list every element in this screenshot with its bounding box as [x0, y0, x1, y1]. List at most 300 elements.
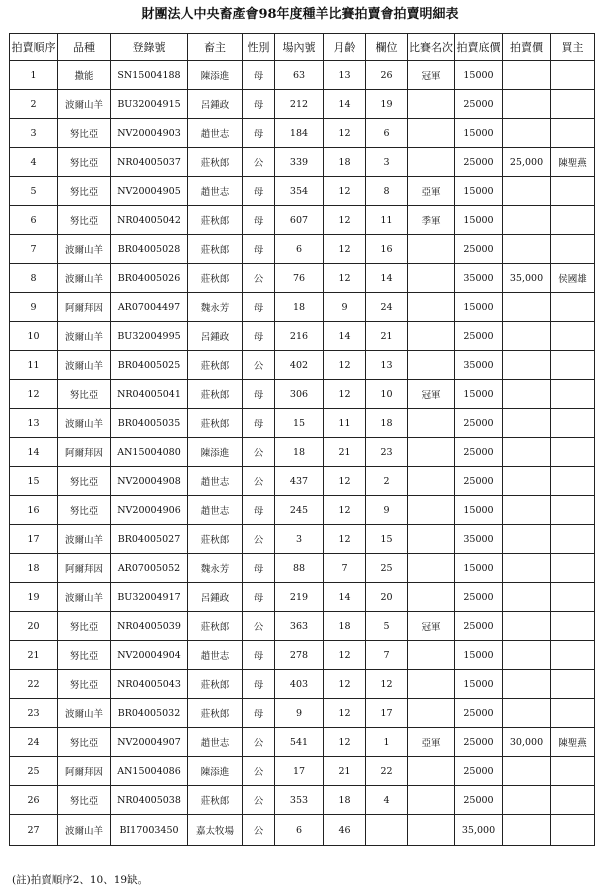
auction-price-cell — [503, 670, 551, 699]
pen-cell: 25 — [366, 554, 408, 583]
registration-cell: NR04005042 — [111, 206, 188, 235]
rank-cell — [408, 496, 455, 525]
age-cell: 21 — [324, 757, 366, 786]
col-header-pen: 欄位 — [366, 34, 408, 61]
auction-price-cell — [503, 467, 551, 496]
col-header-buyer: 買主 — [551, 34, 595, 61]
rank-cell: 冠軍 — [408, 380, 455, 409]
owner-cell: 呂鍾政 — [188, 322, 243, 351]
registration-cell: AN15004080 — [111, 438, 188, 467]
age-cell: 12 — [324, 264, 366, 293]
age-cell: 12 — [324, 380, 366, 409]
col-header-registration: 登錄號 — [111, 34, 188, 61]
reserve-price-cell: 15000 — [455, 119, 503, 148]
farm-number-cell: 354 — [275, 177, 324, 206]
buyer-cell — [551, 61, 595, 90]
rank-cell — [408, 119, 455, 148]
buyer-cell: 侯國雄 — [551, 264, 595, 293]
sex-cell: 母 — [243, 119, 275, 148]
rank-cell — [408, 641, 455, 670]
buyer-cell — [551, 757, 595, 786]
farm-number-cell: 17 — [275, 757, 324, 786]
col-header-breed: 品種 — [58, 34, 111, 61]
buyer-cell — [551, 206, 595, 235]
reserve-price-cell: 35000 — [455, 351, 503, 380]
breed-cell: 努比亞 — [58, 641, 111, 670]
registration-cell: NR04005038 — [111, 786, 188, 815]
age-cell: 12 — [324, 119, 366, 148]
owner-cell: 趙世志 — [188, 119, 243, 148]
order-cell: 15 — [10, 467, 58, 496]
order-cell: 24 — [10, 728, 58, 757]
breed-cell: 努比亞 — [58, 380, 111, 409]
registration-cell: BR04005035 — [111, 409, 188, 438]
buyer-cell — [551, 351, 595, 380]
rank-cell: 冠軍 — [408, 61, 455, 90]
sex-cell: 公 — [243, 728, 275, 757]
table-row — [10, 438, 595, 467]
owner-cell: 莊秋郎 — [188, 206, 243, 235]
registration-cell: NV20004904 — [111, 641, 188, 670]
reserve-price-cell: 15000 — [455, 670, 503, 699]
farm-number-cell: 212 — [275, 90, 324, 119]
age-cell: 18 — [324, 786, 366, 815]
order-cell: 25 — [10, 757, 58, 786]
buyer-cell — [551, 235, 595, 264]
order-cell: 13 — [10, 409, 58, 438]
order-cell: 3 — [10, 119, 58, 148]
reserve-price-cell: 15000 — [455, 554, 503, 583]
farm-number-cell: 18 — [275, 438, 324, 467]
rank-cell — [408, 786, 455, 815]
pen-cell: 9 — [366, 496, 408, 525]
pen-cell: 22 — [366, 757, 408, 786]
auction-table — [9, 33, 595, 846]
buyer-cell — [551, 380, 595, 409]
order-cell: 27 — [10, 815, 58, 846]
farm-number-cell: 9 — [275, 699, 324, 728]
col-header-rank: 比賽名次 — [408, 34, 455, 61]
sex-cell: 公 — [243, 467, 275, 496]
farm-number-cell: 339 — [275, 148, 324, 177]
owner-cell: 趙世志 — [188, 641, 243, 670]
rank-cell — [408, 815, 455, 846]
rank-cell — [408, 90, 455, 119]
table-row — [10, 525, 595, 554]
farm-number-cell: 219 — [275, 583, 324, 612]
sex-cell: 公 — [243, 815, 275, 846]
breed-cell: 阿爾拜因 — [58, 757, 111, 786]
auction-price-cell — [503, 90, 551, 119]
age-cell: 9 — [324, 293, 366, 322]
breed-cell: 努比亞 — [58, 206, 111, 235]
rank-cell — [408, 525, 455, 554]
sex-cell: 母 — [243, 293, 275, 322]
buyer-cell — [551, 322, 595, 351]
age-cell: 46 — [324, 815, 366, 846]
owner-cell: 陳添進 — [188, 61, 243, 90]
breed-cell: 波爾山羊 — [58, 699, 111, 728]
sex-cell: 母 — [243, 380, 275, 409]
owner-cell: 莊秋郎 — [188, 525, 243, 554]
pen-cell: 4 — [366, 786, 408, 815]
sex-cell: 母 — [243, 90, 275, 119]
age-cell: 12 — [324, 641, 366, 670]
table-row — [10, 148, 595, 177]
table-row — [10, 206, 595, 235]
breed-cell: 努比亞 — [58, 496, 111, 525]
sex-cell: 母 — [243, 235, 275, 264]
registration-cell: AN15004086 — [111, 757, 188, 786]
order-cell: 16 — [10, 496, 58, 525]
pen-cell: 11 — [366, 206, 408, 235]
col-header-reserve-price: 拍賣底價 — [455, 34, 503, 61]
rank-cell — [408, 293, 455, 322]
farm-number-cell: 18 — [275, 293, 324, 322]
table-row — [10, 699, 595, 728]
sex-cell: 母 — [243, 496, 275, 525]
order-cell: 17 — [10, 525, 58, 554]
age-cell: 18 — [324, 148, 366, 177]
age-cell: 12 — [324, 177, 366, 206]
pen-cell: 2 — [366, 467, 408, 496]
pen-cell: 8 — [366, 177, 408, 206]
registration-cell: BR04005025 — [111, 351, 188, 380]
auction-price-cell: 30,000 — [503, 728, 551, 757]
sex-cell: 公 — [243, 525, 275, 554]
rank-cell — [408, 235, 455, 264]
order-cell: 5 — [10, 177, 58, 206]
pen-cell: 26 — [366, 61, 408, 90]
pen-cell: 6 — [366, 119, 408, 148]
breed-cell: 波爾山羊 — [58, 90, 111, 119]
owner-cell: 魏永芳 — [188, 554, 243, 583]
col-header-farm-number: 場內號 — [275, 34, 324, 61]
table-row — [10, 119, 595, 148]
buyer-cell — [551, 670, 595, 699]
table-row — [10, 235, 595, 264]
pen-cell: 23 — [366, 438, 408, 467]
owner-cell: 趙世志 — [188, 728, 243, 757]
header-row — [10, 34, 595, 61]
reserve-price-cell: 35000 — [455, 525, 503, 554]
rank-cell: 季軍 — [408, 206, 455, 235]
buyer-cell — [551, 438, 595, 467]
age-cell: 12 — [324, 235, 366, 264]
col-header-auction-price: 拍賣價 — [503, 34, 551, 61]
breed-cell: 努比亞 — [58, 612, 111, 641]
reserve-price-cell: 15000 — [455, 380, 503, 409]
pen-cell: 13 — [366, 351, 408, 380]
registration-cell: BU32004917 — [111, 583, 188, 612]
sex-cell: 母 — [243, 583, 275, 612]
order-cell: 12 — [10, 380, 58, 409]
buyer-cell — [551, 525, 595, 554]
table-row — [10, 496, 595, 525]
registration-cell: BI17003450 — [111, 815, 188, 846]
table-row — [10, 177, 595, 206]
auction-price-cell — [503, 119, 551, 148]
rank-cell — [408, 699, 455, 728]
registration-cell: NR04005043 — [111, 670, 188, 699]
pen-cell: 10 — [366, 380, 408, 409]
auction-price-cell — [503, 815, 551, 846]
rank-cell — [408, 264, 455, 293]
farm-number-cell: 6 — [275, 815, 324, 846]
rank-cell — [408, 322, 455, 351]
farm-number-cell: 353 — [275, 786, 324, 815]
pen-cell: 12 — [366, 670, 408, 699]
owner-cell: 陳添進 — [188, 757, 243, 786]
auction-price-cell — [503, 235, 551, 264]
farm-number-cell: 6 — [275, 235, 324, 264]
reserve-price-cell: 25000 — [455, 728, 503, 757]
table-row — [10, 554, 595, 583]
buyer-cell — [551, 554, 595, 583]
reserve-price-cell: 15000 — [455, 206, 503, 235]
registration-cell: NV20004903 — [111, 119, 188, 148]
auction-price-cell — [503, 380, 551, 409]
reserve-price-cell: 15000 — [455, 61, 503, 90]
pen-cell: 3 — [366, 148, 408, 177]
auction-price-cell — [503, 61, 551, 90]
reserve-price-cell: 25000 — [455, 90, 503, 119]
table-row — [10, 815, 595, 846]
owner-cell: 莊秋郎 — [188, 148, 243, 177]
sex-cell: 母 — [243, 322, 275, 351]
order-cell: 4 — [10, 148, 58, 177]
owner-cell: 陳添進 — [188, 438, 243, 467]
buyer-cell — [551, 699, 595, 728]
table-row — [10, 409, 595, 438]
farm-number-cell: 184 — [275, 119, 324, 148]
sex-cell: 母 — [243, 699, 275, 728]
reserve-price-cell: 25000 — [455, 322, 503, 351]
sex-cell: 公 — [243, 148, 275, 177]
sex-cell: 母 — [243, 670, 275, 699]
table-row — [10, 583, 595, 612]
farm-number-cell: 3 — [275, 525, 324, 554]
owner-cell: 莊秋郎 — [188, 670, 243, 699]
registration-cell: BR04005032 — [111, 699, 188, 728]
sex-cell: 母 — [243, 409, 275, 438]
order-cell: 1 — [10, 61, 58, 90]
age-cell: 21 — [324, 438, 366, 467]
sex-cell: 公 — [243, 786, 275, 815]
age-cell: 12 — [324, 206, 366, 235]
auction-price-cell — [503, 322, 551, 351]
farm-number-cell: 402 — [275, 351, 324, 380]
table-row — [10, 467, 595, 496]
age-cell: 12 — [324, 351, 366, 380]
breed-cell: 努比亞 — [58, 786, 111, 815]
age-cell: 12 — [324, 467, 366, 496]
auction-price-cell — [503, 351, 551, 380]
rank-cell — [408, 554, 455, 583]
reserve-price-cell: 25000 — [455, 148, 503, 177]
sex-cell: 公 — [243, 757, 275, 786]
farm-number-cell: 245 — [275, 496, 324, 525]
owner-cell: 莊秋郎 — [188, 264, 243, 293]
reserve-price-cell: 25000 — [455, 786, 503, 815]
table-row — [10, 264, 595, 293]
owner-cell: 趙世志 — [188, 496, 243, 525]
sex-cell: 母 — [243, 177, 275, 206]
pen-cell: 21 — [366, 322, 408, 351]
auction-price-cell — [503, 206, 551, 235]
breed-cell: 波爾山羊 — [58, 525, 111, 554]
reserve-price-cell: 25000 — [455, 699, 503, 728]
breed-cell: 撒能 — [58, 61, 111, 90]
order-cell: 14 — [10, 438, 58, 467]
reserve-price-cell: 25000 — [455, 409, 503, 438]
table-row — [10, 641, 595, 670]
table-row — [10, 293, 595, 322]
buyer-cell — [551, 467, 595, 496]
auction-price-cell: 25,000 — [503, 148, 551, 177]
reserve-price-cell: 35,000 — [455, 815, 503, 846]
farm-number-cell: 437 — [275, 467, 324, 496]
breed-cell: 努比亞 — [58, 728, 111, 757]
registration-cell: NV20004907 — [111, 728, 188, 757]
rank-cell — [408, 670, 455, 699]
reserve-price-cell: 25000 — [455, 583, 503, 612]
owner-cell: 趙世志 — [188, 177, 243, 206]
pen-cell: 15 — [366, 525, 408, 554]
auction-price-cell — [503, 786, 551, 815]
reserve-price-cell: 25000 — [455, 438, 503, 467]
table-row — [10, 380, 595, 409]
farm-number-cell: 278 — [275, 641, 324, 670]
farm-number-cell: 15 — [275, 409, 324, 438]
col-header-sex: 性別 — [243, 34, 275, 61]
age-cell: 12 — [324, 699, 366, 728]
table-row — [10, 61, 595, 90]
registration-cell: AR07005052 — [111, 554, 188, 583]
owner-cell: 魏永芳 — [188, 293, 243, 322]
auction-price-cell — [503, 699, 551, 728]
auction-price-cell — [503, 583, 551, 612]
age-cell: 12 — [324, 728, 366, 757]
age-cell: 18 — [324, 612, 366, 641]
table-body — [10, 61, 595, 846]
farm-number-cell: 541 — [275, 728, 324, 757]
buyer-cell — [551, 583, 595, 612]
registration-cell: NR04005039 — [111, 612, 188, 641]
buyer-cell: 陳聖燕 — [551, 728, 595, 757]
table-row — [10, 612, 595, 641]
order-cell: 21 — [10, 641, 58, 670]
order-cell: 9 — [10, 293, 58, 322]
buyer-cell: 陳聖燕 — [551, 148, 595, 177]
order-cell: 2 — [10, 90, 58, 119]
pen-cell: 7 — [366, 641, 408, 670]
rank-cell — [408, 409, 455, 438]
order-cell: 22 — [10, 670, 58, 699]
age-cell: 14 — [324, 322, 366, 351]
buyer-cell — [551, 496, 595, 525]
registration-cell: NV20004906 — [111, 496, 188, 525]
breed-cell: 波爾山羊 — [58, 264, 111, 293]
breed-cell: 波爾山羊 — [58, 815, 111, 846]
auction-price-cell — [503, 554, 551, 583]
sex-cell: 母 — [243, 641, 275, 670]
document-title: 財團法人中央畜產會98年度種羊比賽拍賣會拍賣明細表 — [141, 7, 459, 22]
buyer-cell — [551, 293, 595, 322]
owner-cell: 莊秋郎 — [188, 235, 243, 264]
table-row — [10, 322, 595, 351]
registration-cell: SN15004188 — [111, 61, 188, 90]
reserve-price-cell: 25000 — [455, 467, 503, 496]
registration-cell: NR04005037 — [111, 148, 188, 177]
owner-cell: 莊秋郎 — [188, 786, 243, 815]
pen-cell: 20 — [366, 583, 408, 612]
buyer-cell — [551, 815, 595, 846]
auction-price-cell — [503, 525, 551, 554]
farm-number-cell: 363 — [275, 612, 324, 641]
pen-cell: 1 — [366, 728, 408, 757]
rank-cell — [408, 148, 455, 177]
registration-cell: BR04005027 — [111, 525, 188, 554]
rank-cell — [408, 583, 455, 612]
table-row — [10, 728, 595, 757]
pen-cell: 18 — [366, 409, 408, 438]
breed-cell: 努比亞 — [58, 467, 111, 496]
order-cell: 26 — [10, 786, 58, 815]
registration-cell: NV20004905 — [111, 177, 188, 206]
sex-cell: 母 — [243, 206, 275, 235]
pen-cell — [366, 815, 408, 846]
reserve-price-cell: 15000 — [455, 177, 503, 206]
order-cell: 23 — [10, 699, 58, 728]
pen-cell: 14 — [366, 264, 408, 293]
farm-number-cell: 607 — [275, 206, 324, 235]
sex-cell: 公 — [243, 351, 275, 380]
reserve-price-cell: 15000 — [455, 293, 503, 322]
buyer-cell — [551, 177, 595, 206]
breed-cell: 波爾山羊 — [58, 583, 111, 612]
rank-cell: 亞軍 — [408, 177, 455, 206]
breed-cell: 阿爾拜因 — [58, 438, 111, 467]
breed-cell: 努比亞 — [58, 119, 111, 148]
sex-cell: 母 — [243, 554, 275, 583]
rank-cell: 亞軍 — [408, 728, 455, 757]
auction-price-cell: 35,000 — [503, 264, 551, 293]
registration-cell: BU32004915 — [111, 90, 188, 119]
buyer-cell — [551, 612, 595, 641]
breed-cell: 波爾山羊 — [58, 409, 111, 438]
breed-cell: 阿爾拜因 — [58, 554, 111, 583]
registration-cell: BU32004995 — [111, 322, 188, 351]
farm-number-cell: 216 — [275, 322, 324, 351]
table-row — [10, 757, 595, 786]
rank-cell — [408, 438, 455, 467]
breed-cell: 阿爾拜因 — [58, 293, 111, 322]
col-header-order: 拍賣順序 — [10, 34, 58, 61]
col-header-owner: 畜主 — [188, 34, 243, 61]
farm-number-cell: 306 — [275, 380, 324, 409]
farm-number-cell: 403 — [275, 670, 324, 699]
farm-number-cell: 76 — [275, 264, 324, 293]
age-cell: 7 — [324, 554, 366, 583]
owner-cell: 莊秋郎 — [188, 351, 243, 380]
breed-cell: 波爾山羊 — [58, 235, 111, 264]
auction-price-cell — [503, 409, 551, 438]
owner-cell: 趙世志 — [188, 467, 243, 496]
age-cell: 12 — [324, 670, 366, 699]
registration-cell: BR04005026 — [111, 264, 188, 293]
auction-price-cell — [503, 293, 551, 322]
